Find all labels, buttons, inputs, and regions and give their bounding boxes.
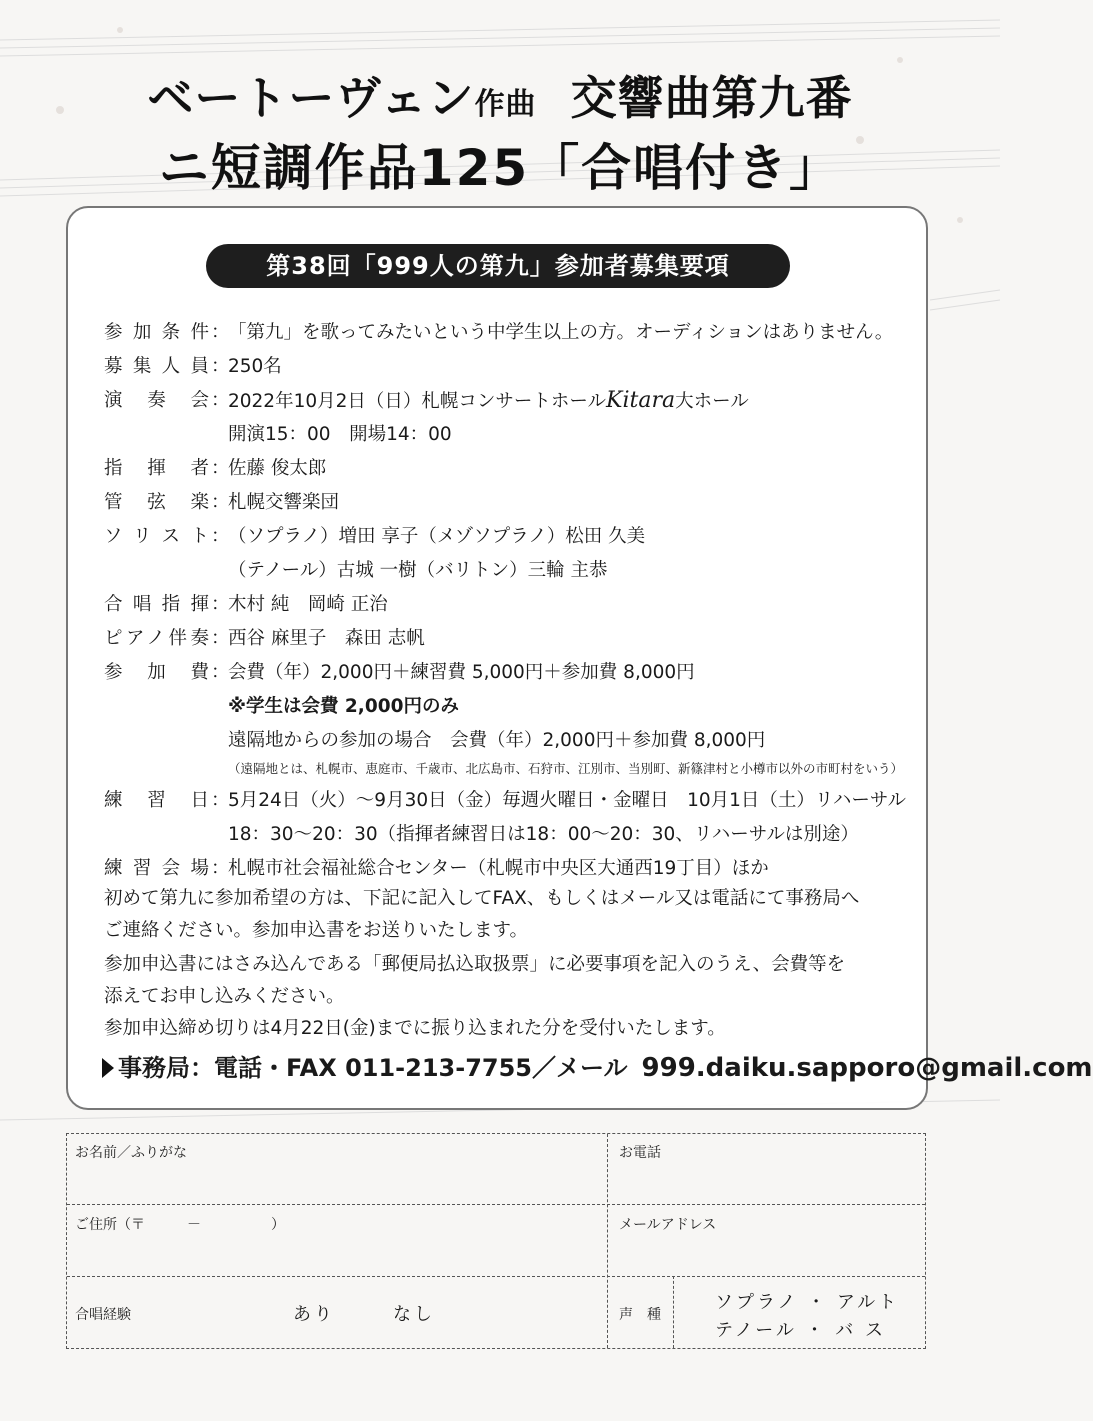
note-5: 参加申込締め切りは4月22日(金)までに振り込まれた分を受付いたします。 (104, 1018, 726, 1039)
value-conductor: 佐藤 俊太郎 (228, 458, 327, 479)
banner-heading: 第38回「999人の第九」参加者募集要項 (206, 244, 790, 288)
form-experience-label: 合唱経験 (75, 1307, 131, 1323)
label-conditions: 参加条件 (104, 322, 209, 343)
label-concert: 演奏会 (104, 390, 209, 411)
office-label: 事務局：電話・FAX 011-213-7755／メール (118, 1054, 628, 1082)
value-chorus-master: 木村 純 岡崎 正治 (228, 594, 388, 615)
kitara-logo: Kitara (606, 388, 676, 413)
form-voice-label: 声 種 (619, 1307, 661, 1323)
label-conductor: 指揮者 (104, 458, 209, 479)
form-phone-label: お電話 (619, 1145, 661, 1161)
row-conductor: 指揮者 ： 佐藤 俊太郎 (104, 452, 904, 486)
value-conditions: 「第九」を歌ってみたいという中学生以上の方。オーディションはありません。 (228, 322, 894, 343)
value-fee-remote: 遠隔地からの参加の場合 会費（年）2,000円＋参加費 8,000円 (228, 730, 766, 751)
value-concert-time: 開演15：00 開場14：00 (228, 424, 452, 445)
office-contact (102, 1048, 1093, 1088)
row-recruit: 募集人員 ： 250名 (104, 350, 904, 384)
row-practice: 練習日 ： 5月24日（火）〜9月30日（金）毎週火曜日・金曜日 10月1日（土）リハーサル (104, 784, 904, 818)
row-practice-2 (104, 818, 904, 852)
form-address-label: ご住所（〒 － ） (75, 1217, 285, 1233)
row-orchestra: 管弦楽 ： 札幌交響楽団 (104, 486, 904, 520)
label-orchestra: 管弦楽 (104, 492, 209, 513)
office-email[interactable]: 999.daiku.sapporo@gmail.com (641, 1053, 1093, 1083)
row-fee: 参加費 ： 会費（年）2,000円＋練習費 5,000円＋参加費 8,000円 (104, 656, 904, 690)
value-pianist: 西谷 麻里子 森田 志帆 (228, 628, 425, 649)
label-chorus-master: 合唱指揮 (104, 594, 209, 615)
form-email-label: メールアドレス (619, 1217, 717, 1233)
note-4: 添えてお申し込みください。 (104, 986, 345, 1007)
composed-label: 作曲 (474, 87, 537, 122)
value-soloists-2: （テノール）古城 一樹（バリトン）三輪 主恭 (228, 560, 608, 581)
value-fee: 会費（年）2,000円＋練習費 5,000円＋参加費 8,000円 (228, 662, 695, 683)
row-fee-remote-note (104, 752, 904, 786)
application-form (66, 1133, 926, 1349)
label-pianist: ピアノ伴奏 (104, 628, 209, 649)
label-recruit: 募集人員 (104, 356, 209, 377)
row-pianist: ピアノ伴奏 ： 西谷 麻里子 森田 志帆 (104, 622, 904, 656)
composer-name: ベートーヴェン (147, 71, 475, 125)
value-orchestra: 札幌交響楽団 (228, 492, 340, 513)
row-fee-student (104, 690, 904, 724)
value-concert-date: 2022年10月2日（日）札幌コンサートホール (228, 391, 607, 412)
form-name-label: お名前／ふりがな (75, 1145, 187, 1161)
voice-options-row-2[interactable]: テノール ・ バ ス (715, 1320, 887, 1341)
title-line-1 (0, 62, 1000, 128)
row-concert-time (104, 418, 904, 452)
value-venue: 札幌市社会福祉総合センター（札幌市中央区大通西19丁目）ほか (228, 858, 769, 879)
row-chorus-master: 合唱指揮 ： 木村 純 岡崎 正治 (104, 588, 904, 622)
value-recruit: 250名 (228, 356, 282, 377)
row-venue: 練習会場 ： 札幌市社会福祉総合センター（札幌市中央区大通西19丁目）ほか (104, 852, 904, 886)
row-soloists: ソリスト ： （ソプラノ）増田 享子（メゾソプラノ）松田 久美 (104, 520, 904, 554)
arrow-icon (102, 1058, 114, 1078)
value-fee-student: ※学生は会費 2,000円のみ (228, 696, 459, 717)
work-title: 交響曲第九番 (570, 71, 853, 125)
value-concert-hall: 大ホール (675, 391, 749, 412)
note-3: 参加申込書にはさみ込んである「郵便局払込取扱票」に必要事項を記入のうえ、会費等を (104, 954, 846, 975)
label-practice: 練習日 (104, 790, 209, 811)
note-2: ご連絡ください。参加申込書をお送りいたします。 (104, 920, 529, 941)
value-practice-2: 18：30〜20：30（指揮者練習日は18：00〜20：30、リハーサルは別途） (228, 824, 859, 845)
label-venue: 練習会場 (104, 858, 209, 879)
row-conditions: 参加条件 ： 「第九」を歌ってみたいという中学生以上の方。オーディションはありません。 (104, 316, 904, 350)
experience-yes-option[interactable]: あり (293, 1304, 335, 1325)
value-practice-1: 5月24日（火）〜9月30日（金）毎週火曜日・金曜日 10月1日（土）リハーサル (228, 790, 906, 811)
value-fee-remote-note: （遠隔地とは、札幌市、恵庭市、千歳市、北広島市、石狩市、江別市、当別町、新篠津村と小樽市以外の市町村をいう） (228, 761, 904, 776)
value-soloists-1: （ソプラノ）増田 享子（メゾソプラノ）松田 久美 (228, 526, 646, 547)
title-line-2: ニ短調作品125「合唱付き」 (158, 139, 842, 197)
label-fee: 参加費 (104, 662, 209, 683)
note-1: 初めて第九に参加希望の方は、下記に記入してFAX、もしくはメール又は電話にて事務局へ (104, 888, 860, 909)
voice-options-row-1[interactable]: ソプラノ ・ アルト (715, 1292, 900, 1313)
row-concert: 演奏会 ： 2022年10月2日（日）札幌コンサートホールKitara大ホール (104, 384, 904, 418)
label-soloists: ソリスト (104, 526, 209, 547)
row-soloists-2 (104, 554, 904, 588)
experience-no-option[interactable]: なし (393, 1304, 435, 1325)
